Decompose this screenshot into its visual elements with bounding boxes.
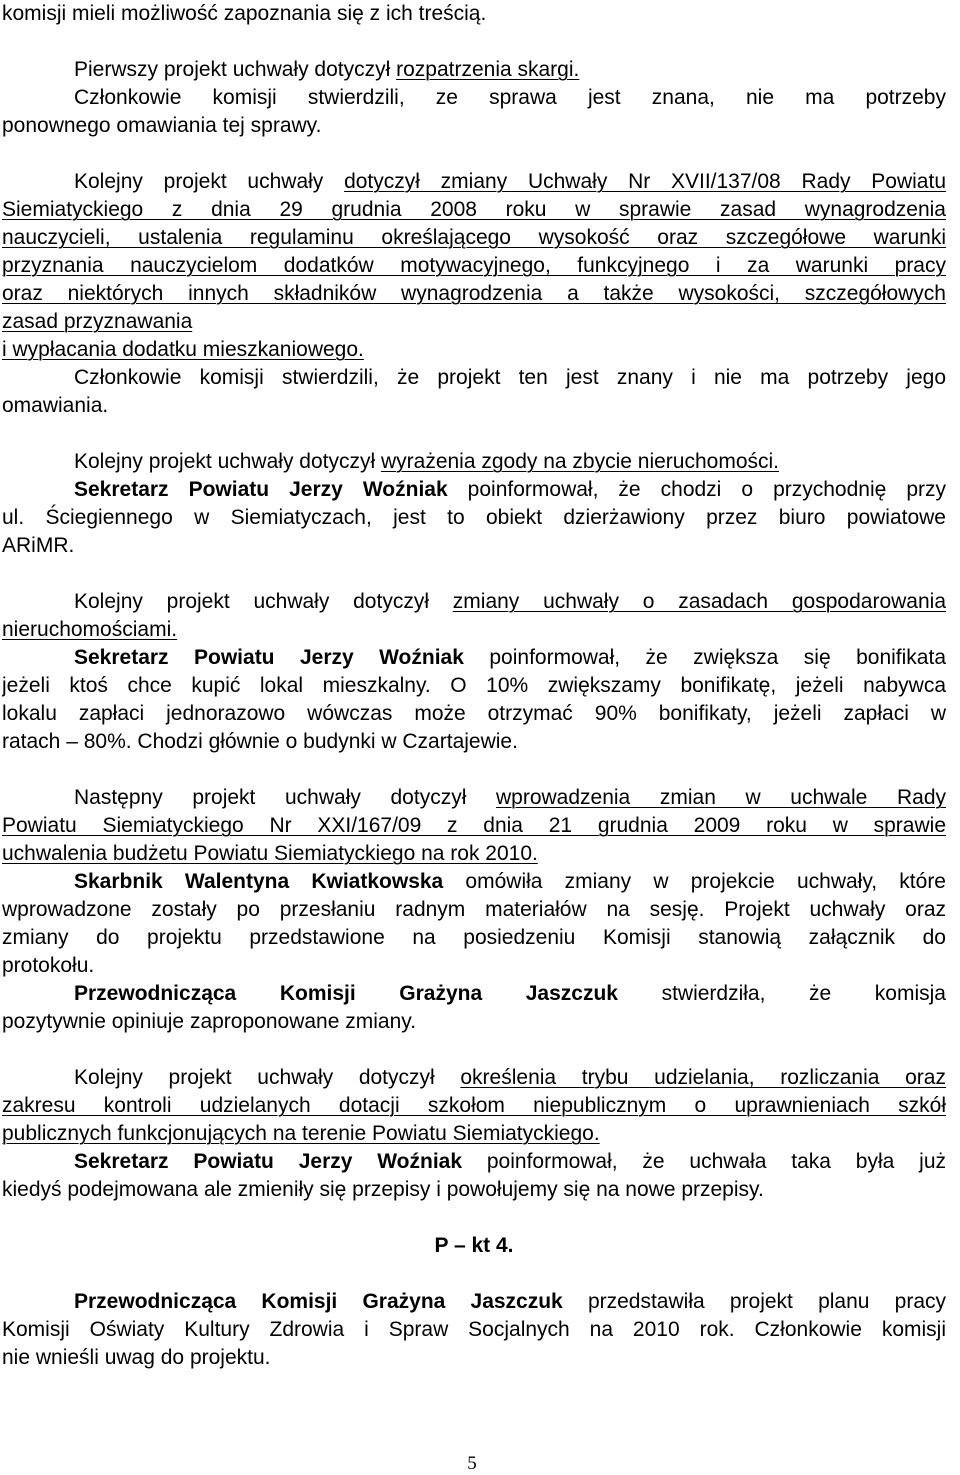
speaker-name: Skarbnik Walentyna Kwiatkowska bbox=[74, 870, 444, 893]
resolution-subject: zasad przyznawania bbox=[2, 310, 193, 333]
text-span: poinformował, że zwiększa się bonifikata bbox=[463, 646, 946, 669]
speaker-name: Sekretarz Powiatu Jerzy Woźniak bbox=[74, 1150, 463, 1173]
text-line bbox=[2, 1316, 946, 1344]
text-span: nie wnieśli uwag do projektu. bbox=[2, 1346, 271, 1369]
text-span: poinformował, że chodzi o przychodnię przy bbox=[447, 478, 946, 501]
resolution-subject: przyznania nauczycielom dodatków motywacyjnego, funkcyjnego i za warunki pracy bbox=[2, 254, 946, 277]
text-line bbox=[74, 980, 946, 1008]
text-line bbox=[74, 644, 946, 672]
text-span: ul. Ściegiennego w Siemiatyczach, jest to obiekt dzierżawiony przez biuro powiatowe bbox=[2, 506, 946, 529]
text-span: jeżeli ktoś chce kupić lokal mieszkalny. O 10% zwiększamy bonifikatę, jeżeli nabywca bbox=[2, 674, 946, 697]
text-line bbox=[2, 616, 946, 644]
text-span: Kolejny projekt uchwały bbox=[74, 170, 345, 193]
text-line bbox=[74, 476, 946, 504]
text-span: pozytywnie opiniuje zaproponowane zmiany. bbox=[2, 1010, 417, 1033]
text-line bbox=[74, 364, 946, 392]
text-line bbox=[2, 1176, 946, 1204]
text-line bbox=[2, 0, 946, 28]
resolution-subject: uchwalenia budżetu Powiatu Siemiatyckiego na rok 2010. bbox=[2, 842, 538, 865]
text-span: ARiMR. bbox=[2, 534, 75, 557]
text-line bbox=[74, 868, 946, 896]
text-span: lokalu zapłaci jednorazowo wówczas może otrzymać 90% bonifikaty, jeżeli zapłaci w bbox=[2, 702, 946, 725]
text-line bbox=[2, 308, 946, 336]
text-line bbox=[2, 812, 946, 840]
text-span: komisji mieli możliwość zapoznania się z ich treścią. bbox=[2, 2, 487, 25]
text-span: Następny projekt uchwały dotyczył bbox=[74, 786, 496, 809]
text-span: zmiany do projektu przedstawione na posiedzeniu Komisji stanowią załącznik do bbox=[2, 926, 946, 949]
page-number: 5 bbox=[467, 1453, 477, 1474]
text-line bbox=[74, 588, 946, 616]
text-line bbox=[2, 700, 946, 728]
text-line bbox=[74, 168, 946, 196]
text-line bbox=[2, 392, 946, 420]
text-span: protokołu. bbox=[2, 954, 95, 977]
text-span: wprowadzone zostały po przesłaniu radnym materiałów na sesję. Projekt uchwały oraz bbox=[2, 898, 946, 921]
resolution-subject: publicznych funkcjonujących na terenie Powiatu Siemiatyckiego. bbox=[2, 1122, 600, 1145]
text-line bbox=[2, 840, 946, 868]
text-line bbox=[2, 336, 946, 364]
text-line bbox=[2, 112, 946, 140]
text-line bbox=[74, 784, 946, 812]
text-line bbox=[2, 672, 946, 700]
text-line bbox=[2, 924, 946, 952]
text-span: Kolejny projekt uchwały dotyczył bbox=[74, 450, 381, 473]
text-line bbox=[74, 56, 946, 84]
text-span: Kolejny projekt uchwały dotyczył bbox=[74, 590, 453, 613]
text-line bbox=[2, 896, 946, 924]
text-line bbox=[2, 252, 946, 280]
text-line bbox=[2, 1120, 946, 1148]
text-span: omówiła zmiany w projekcie uchwały, które bbox=[443, 870, 946, 893]
text-line bbox=[2, 1008, 946, 1036]
resolution-subject: zakresu kontroli udzielanych dotacji szkołom niepublicznym o uprawnieniach szkół bbox=[2, 1094, 946, 1117]
resolution-subject: wprowadzenia zmian w uchwale Rady bbox=[495, 786, 946, 809]
text-span: omawiania. bbox=[2, 394, 109, 417]
speaker-name: Sekretarz Powiatu Jerzy Woźniak bbox=[74, 478, 448, 501]
text-span: ratach – 80%. Chodzi głównie o budynki w Czartajewie. bbox=[2, 730, 518, 753]
resolution-subject: zmiany uchwały o zasadach gospodarowania bbox=[452, 590, 946, 613]
resolution-subject: nieruchomościami. bbox=[2, 618, 178, 641]
text-line bbox=[2, 196, 946, 224]
speaker-name: Przewodnicząca Komisji Grażyna Jaszczuk bbox=[74, 982, 618, 1005]
speaker-name: P – kt 4. bbox=[434, 1234, 514, 1257]
text-span: przedstawiła projekt planu pracy bbox=[562, 1290, 946, 1313]
resolution-subject: wyrażenia zgody na zbycie nieruchomości. bbox=[380, 450, 780, 473]
text-line bbox=[2, 1232, 946, 1260]
resolution-subject: Powiatu Siemiatyckiego Nr XXI/167/09 z dnia 21 grudnia 2009 roku w sprawie bbox=[2, 814, 946, 837]
text-span: Pierwszy projekt uchwały dotyczył bbox=[74, 58, 397, 81]
text-span: Kolejny projekt uchwały dotyczył bbox=[74, 1066, 461, 1089]
text-line bbox=[74, 448, 946, 476]
text-line bbox=[2, 1092, 946, 1120]
text-span: kiedyś podejmowana ale zmieniły się przepisy i powołujemy się na nowe przepisy. bbox=[2, 1178, 764, 1201]
text-line bbox=[2, 532, 946, 560]
text-line bbox=[2, 728, 946, 756]
text-line bbox=[2, 504, 946, 532]
resolution-subject: Siemiatyckiego z dnia 29 grudnia 2008 roku w sprawie zasad wynagrodzenia bbox=[2, 198, 946, 221]
text-line bbox=[74, 1288, 946, 1316]
text-line bbox=[2, 1344, 946, 1372]
text-span: ponownego omawiania tej sprawy. bbox=[2, 114, 322, 137]
resolution-subject: oraz niektórych innych składników wynagrodzenia a także wysokości, szczegółowych bbox=[2, 282, 946, 305]
resolution-subject: określenia trybu udzielania, rozliczania oraz bbox=[460, 1066, 946, 1089]
text-span: stwierdziła, że komisja bbox=[617, 982, 946, 1005]
resolution-subject: i wypłacania dodatku mieszkaniowego. bbox=[2, 338, 364, 361]
text-span: poinformował, że uchwała taka była już bbox=[462, 1150, 946, 1173]
text-line bbox=[2, 280, 946, 308]
speaker-name: Sekretarz Powiatu Jerzy Woźniak bbox=[74, 646, 464, 669]
text-line bbox=[2, 224, 946, 252]
text-span: Członkowie komisji stwierdzili, ze sprawa jest znana, nie ma potrzeby bbox=[74, 86, 946, 109]
text-span: Członkowie komisji stwierdzili, że projekt ten jest znany i nie ma potrzeby jego bbox=[74, 366, 946, 389]
resolution-subject: dotyczył zmiany Uchwały Nr XVII/137/08 Rady Powiatu bbox=[344, 170, 946, 193]
text-line bbox=[2, 952, 946, 980]
resolution-subject: nauczycieli, ustalenia regulaminu określającego wysokość oraz szczegółowe warunki bbox=[2, 226, 946, 249]
resolution-subject: rozpatrzenia skargi. bbox=[396, 58, 580, 81]
text-line bbox=[74, 1148, 946, 1176]
speaker-name: Przewodnicząca Komisji Grażyna Jaszczuk bbox=[74, 1290, 563, 1313]
text-line bbox=[74, 84, 946, 112]
text-span: Komisji Oświaty Kultury Zdrowia i Spraw Socjalnych na 2010 rok. Członkowie komisji bbox=[2, 1318, 946, 1341]
text-line bbox=[74, 1064, 946, 1092]
